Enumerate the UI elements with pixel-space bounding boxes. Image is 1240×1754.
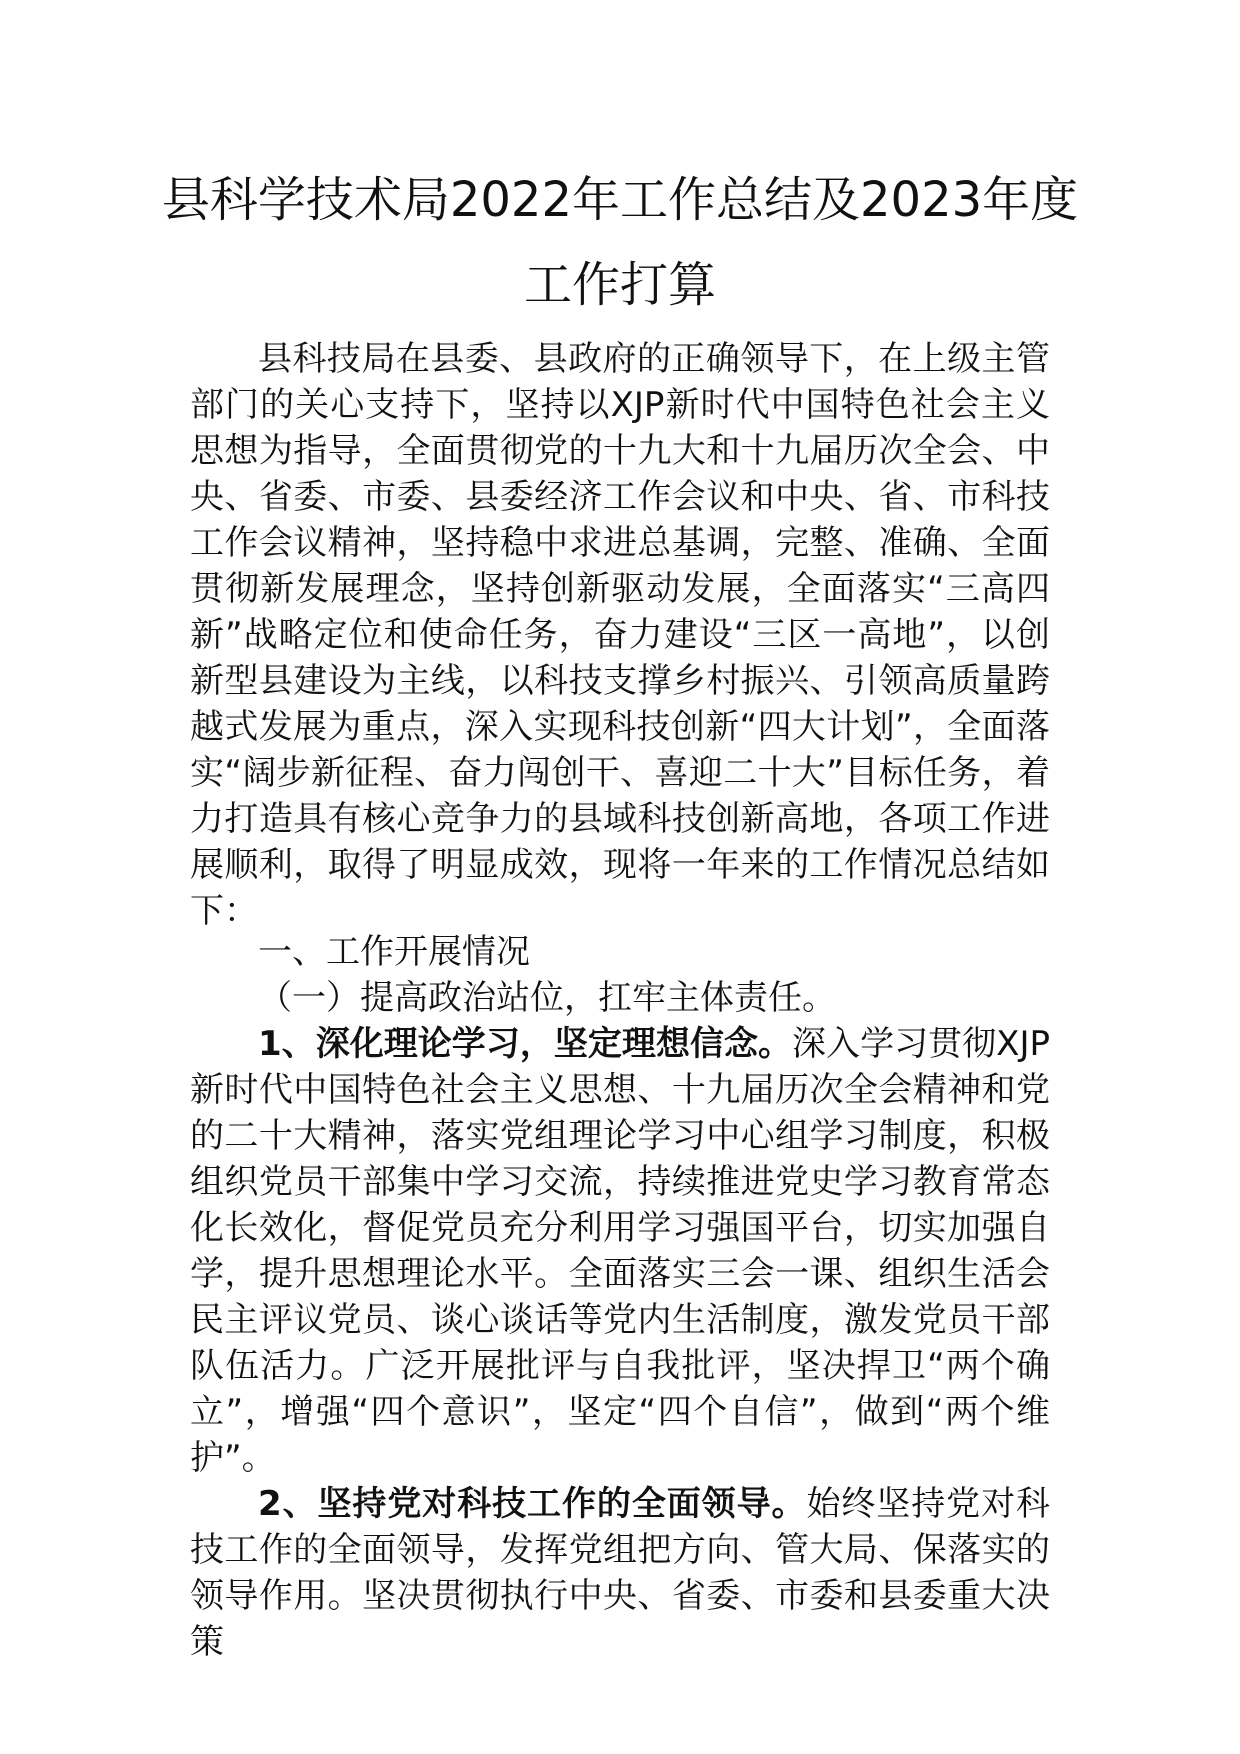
intro-paragraph: 县科技局在县委、县政府的正确领导下，在上级主管部门的关心支持下，坚持以XJP新时代中国特色社会主义思想为指导，全面贯彻党的十九大和十九届历次全会、中央、省委、市委、县委经济工作会议和中央、省、市科技工作会议精神，坚持稳中求进总基调，完整、准确、全面贯彻新发展理念，坚持创新驱动发展，全面落实“三高四新”战略定位和使命任务，奋力建设“三区一高地”，以创新型县建设为主线，以科技支撑乡村振兴、引领高质量跨越式发展为重点，深入实现科技创新“四大计划”，全面落实“阔步新征程、奋力闯创干、喜迎二十大”目标任务，着力打造具有核心竞争力的县域科技创新高地，各项工作进展顺利，取得了明显成效，现将一年来的工作情况总结如下： xyxy=(190,339,1050,931)
item-2-lead: 2、坚持党对科技工作的全面领导。 xyxy=(258,1484,807,1524)
section-heading: 一、工作开展情况 xyxy=(258,932,530,972)
document-title-line-2: 工作打算 xyxy=(523,257,716,313)
item-1-text: 深入学习贯彻XJP新时代中国特色社会主义思想、十九届历次全会精神和党的二十大精神，落实党组理论学习中心组学习制度，积极组织党员干部集中学习交流，持续推进党史学习教育常态化长效化，督促党员充分利用学习强国平台，切实加强自学，提升思想理论水平。全面落实三会一课、组织生活会民主评议党员、谈心谈话等党内生活制度，激发党员干部队伍活力。广泛开展批评与自我批评，坚决捍卫“两个确立”，增强“四个意识”，坚定“四个自信”，做到“两个维护”。 xyxy=(190,1024,1050,1478)
document-title-line-1: 县科学技术局2022年工作总结及2023年度 xyxy=(161,172,1079,228)
subsection-heading: （一）提高政治站位，扛牢主体责任。 xyxy=(258,978,836,1018)
item-1-paragraph xyxy=(190,1021,1050,1481)
item-1-lead: 1、深化理论学习，坚定理想信念。 xyxy=(258,1024,793,1064)
item-2-paragraph xyxy=(190,1481,1050,1665)
item-2-text: 始终坚持党对科技工作的全面领导，发挥党组把方向、管大局、保落实的领导作用。坚决贯彻执行中央、省委、市委和县委重大决策 xyxy=(190,1484,1051,1662)
